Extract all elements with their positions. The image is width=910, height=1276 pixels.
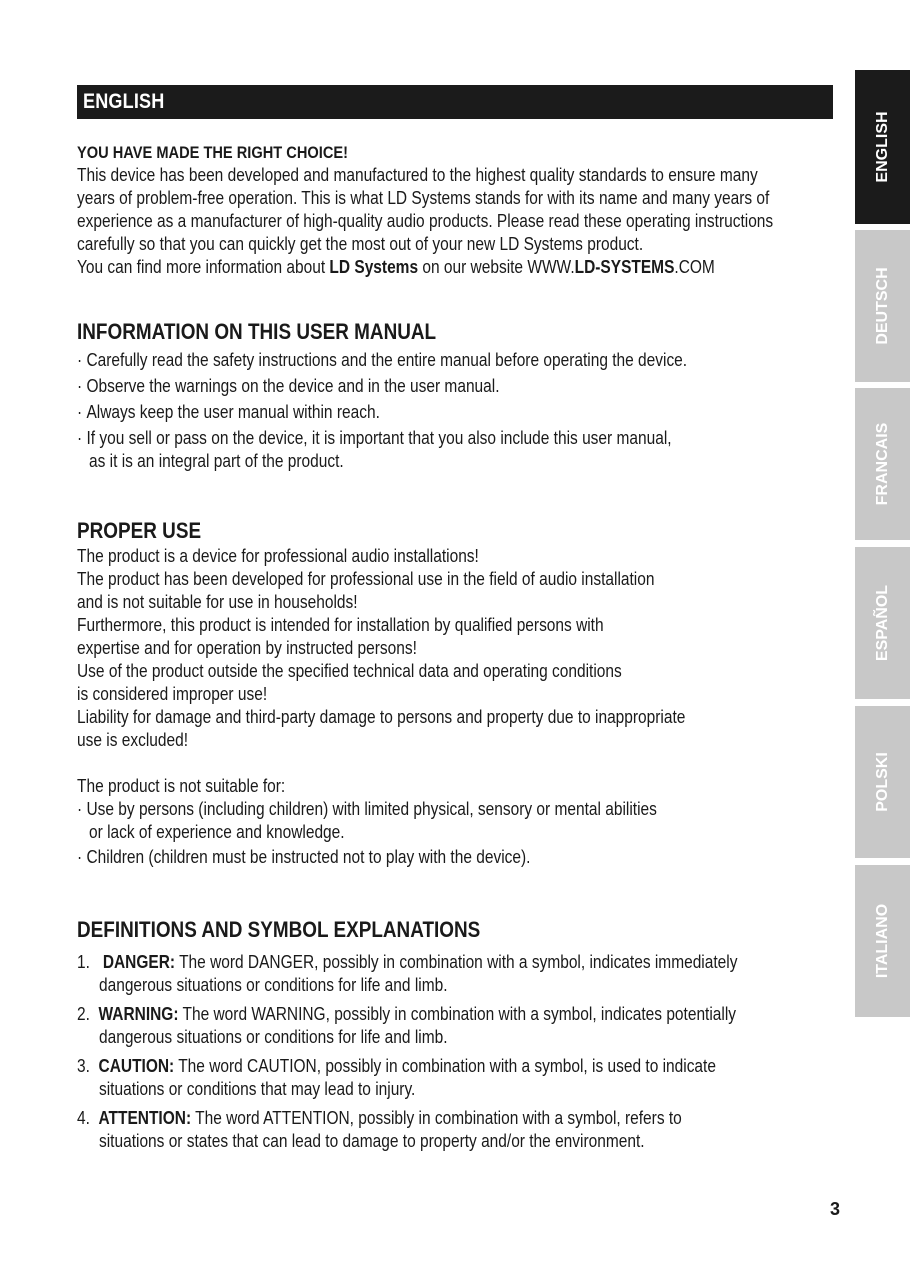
intro-line: carefully so that you can quickly get the most out of your new LD Systems product. <box>77 234 644 254</box>
definition-term: WARNING: <box>98 1004 179 1024</box>
definitions-section <box>77 916 867 1159</box>
tab-label: ESPAÑOL <box>873 584 891 662</box>
proper-use-line: and is not suitable for use in households! <box>77 592 358 612</box>
definition-number: 1. <box>77 952 90 972</box>
tab-label: FRANCAIS <box>873 422 891 506</box>
brand-name: LD Systems <box>329 257 419 277</box>
bullet-text: Carefully read the safety instructions and the entire manual before operating the device. <box>86 350 688 370</box>
definition-term: DANGER: <box>102 952 176 972</box>
proper-use-line: The product is a device for professional audio installations! <box>77 546 479 566</box>
definition-line <box>77 1003 736 1026</box>
bullet-text: Observe the warnings on the device and in the user manual. <box>86 376 500 396</box>
intro-line: years of problem-free operation. This is what LD Systems stands for with its name and many years of <box>77 188 770 208</box>
definition-text: The word ATTENTION, possibly in combination with a symbol, refers to <box>191 1108 682 1128</box>
intro-heading: YOU HAVE MADE THE RIGHT CHOICE! <box>77 143 349 162</box>
list-item: · Always keep the user manual within reach. <box>77 402 380 422</box>
definition-number: 4. <box>77 1108 90 1128</box>
proper-use-line: is considered improper use! <box>77 684 268 704</box>
definition-line <box>77 1055 716 1078</box>
intro-section <box>77 141 867 279</box>
proper-use-line: Liability for damage and third-party damage to persons and property due to inappropriate <box>77 707 686 727</box>
definition-continuation: dangerous situations or conditions for life and limb. <box>99 975 448 995</box>
tab-polski[interactable] <box>855 706 910 858</box>
definition-item <box>77 1003 867 1055</box>
tab-francais[interactable] <box>855 388 910 540</box>
definition-item <box>77 951 867 1003</box>
tab-english[interactable] <box>855 70 910 224</box>
tab-espanol[interactable] <box>855 547 910 699</box>
definition-term: CAUTION: <box>98 1056 175 1076</box>
intro-line: experience as a manufacturer of high-quality audio products. Please read these operating instructions <box>77 211 774 231</box>
definitions-heading: DEFINITIONS AND SYMBOL EXPLANATIONS <box>77 917 481 942</box>
proper-use-line: Furthermore, this product is intended for installation by qualified persons with <box>77 615 604 635</box>
proper-use-line: use is excluded! <box>77 730 189 750</box>
definition-item <box>77 1055 867 1107</box>
list-item: · Observe the warnings on the device and in the user manual. <box>77 376 500 396</box>
website-prefix: You can find more information about <box>77 257 330 277</box>
definition-text: The word CAUTION, possibly in combination with a symbol, is used to indicate <box>174 1056 716 1076</box>
list-item: · If you sell or pass on the device, it is important that you also include this user manual, <box>77 428 672 448</box>
tab-italiano[interactable] <box>855 865 910 1017</box>
tab-label: POLSKI <box>873 752 891 812</box>
list-item: · Carefully read the safety instructions and the entire manual before operating the device. <box>77 350 688 370</box>
website-domain: LD-SYSTEMS <box>574 257 675 277</box>
definition-number: 3. <box>77 1056 90 1076</box>
list-item: · Use by persons (including children) with limited physical, sensory or mental abilities <box>77 799 657 819</box>
definition-term: ATTENTION: <box>98 1108 192 1128</box>
bullet-continuation: or lack of experience and knowledge. <box>89 822 345 842</box>
tab-label: ITALIANO <box>873 903 891 979</box>
bullet-text: Always keep the user manual within reach. <box>86 402 380 422</box>
tab-label: DEUTSCH <box>873 267 891 345</box>
manual-info-section <box>77 318 867 473</box>
definition-number: 2. <box>77 1004 90 1024</box>
definition-continuation: situations or conditions that may lead to injury. <box>99 1079 416 1099</box>
proper-use-section <box>77 517 867 869</box>
definition-continuation: dangerous situations or conditions for life and limb. <box>99 1027 448 1047</box>
unsuitable-intro: The product is not suitable for: <box>77 776 286 796</box>
definition-line <box>77 1107 682 1130</box>
definition-continuation: situations or states that can lead to damage to property and/or the environment. <box>99 1131 645 1151</box>
definition-line <box>77 951 737 974</box>
website-line <box>77 256 715 279</box>
list-item: · Children (children must be instructed not to play with the device). <box>77 847 531 867</box>
bullet-continuation: as it is an integral part of the product. <box>89 451 344 471</box>
proper-use-heading: PROPER USE <box>77 518 202 543</box>
proper-use-line: Use of the product outside the specified technical data and operating conditions <box>77 661 622 681</box>
definition-text: The word DANGER, possibly in combination with a symbol, indicates immediately <box>175 952 738 972</box>
language-header-title: ENGLISH <box>83 90 165 113</box>
language-header-bar <box>77 85 833 119</box>
page-number: 3 <box>830 1199 841 1219</box>
bullet-text: If you sell or pass on the device, it is important that you also include this user manual, <box>86 428 672 448</box>
manual-info-heading: INFORMATION ON THIS USER MANUAL <box>77 319 437 344</box>
bullet-text: Use by persons (including children) with limited physical, sensory or mental abilities <box>86 799 657 819</box>
website-mid: on our website WWW. <box>418 257 575 277</box>
definition-item <box>77 1107 867 1159</box>
tab-label: ENGLISH <box>873 111 891 183</box>
definition-text: The word WARNING, possibly in combination with a symbol, indicates potentially <box>178 1004 737 1024</box>
proper-use-line: expertise and for operation by instructed persons! <box>77 638 417 658</box>
proper-use-line: The product has been developed for professional use in the field of audio installation <box>77 569 655 589</box>
website-suffix: .COM <box>674 257 715 277</box>
intro-line: This device has been developed and manufactured to the highest quality standards to ensure many <box>77 165 758 185</box>
bullet-text: Children (children must be instructed not to play with the device). <box>86 847 531 867</box>
tab-deutsch[interactable] <box>855 230 910 382</box>
